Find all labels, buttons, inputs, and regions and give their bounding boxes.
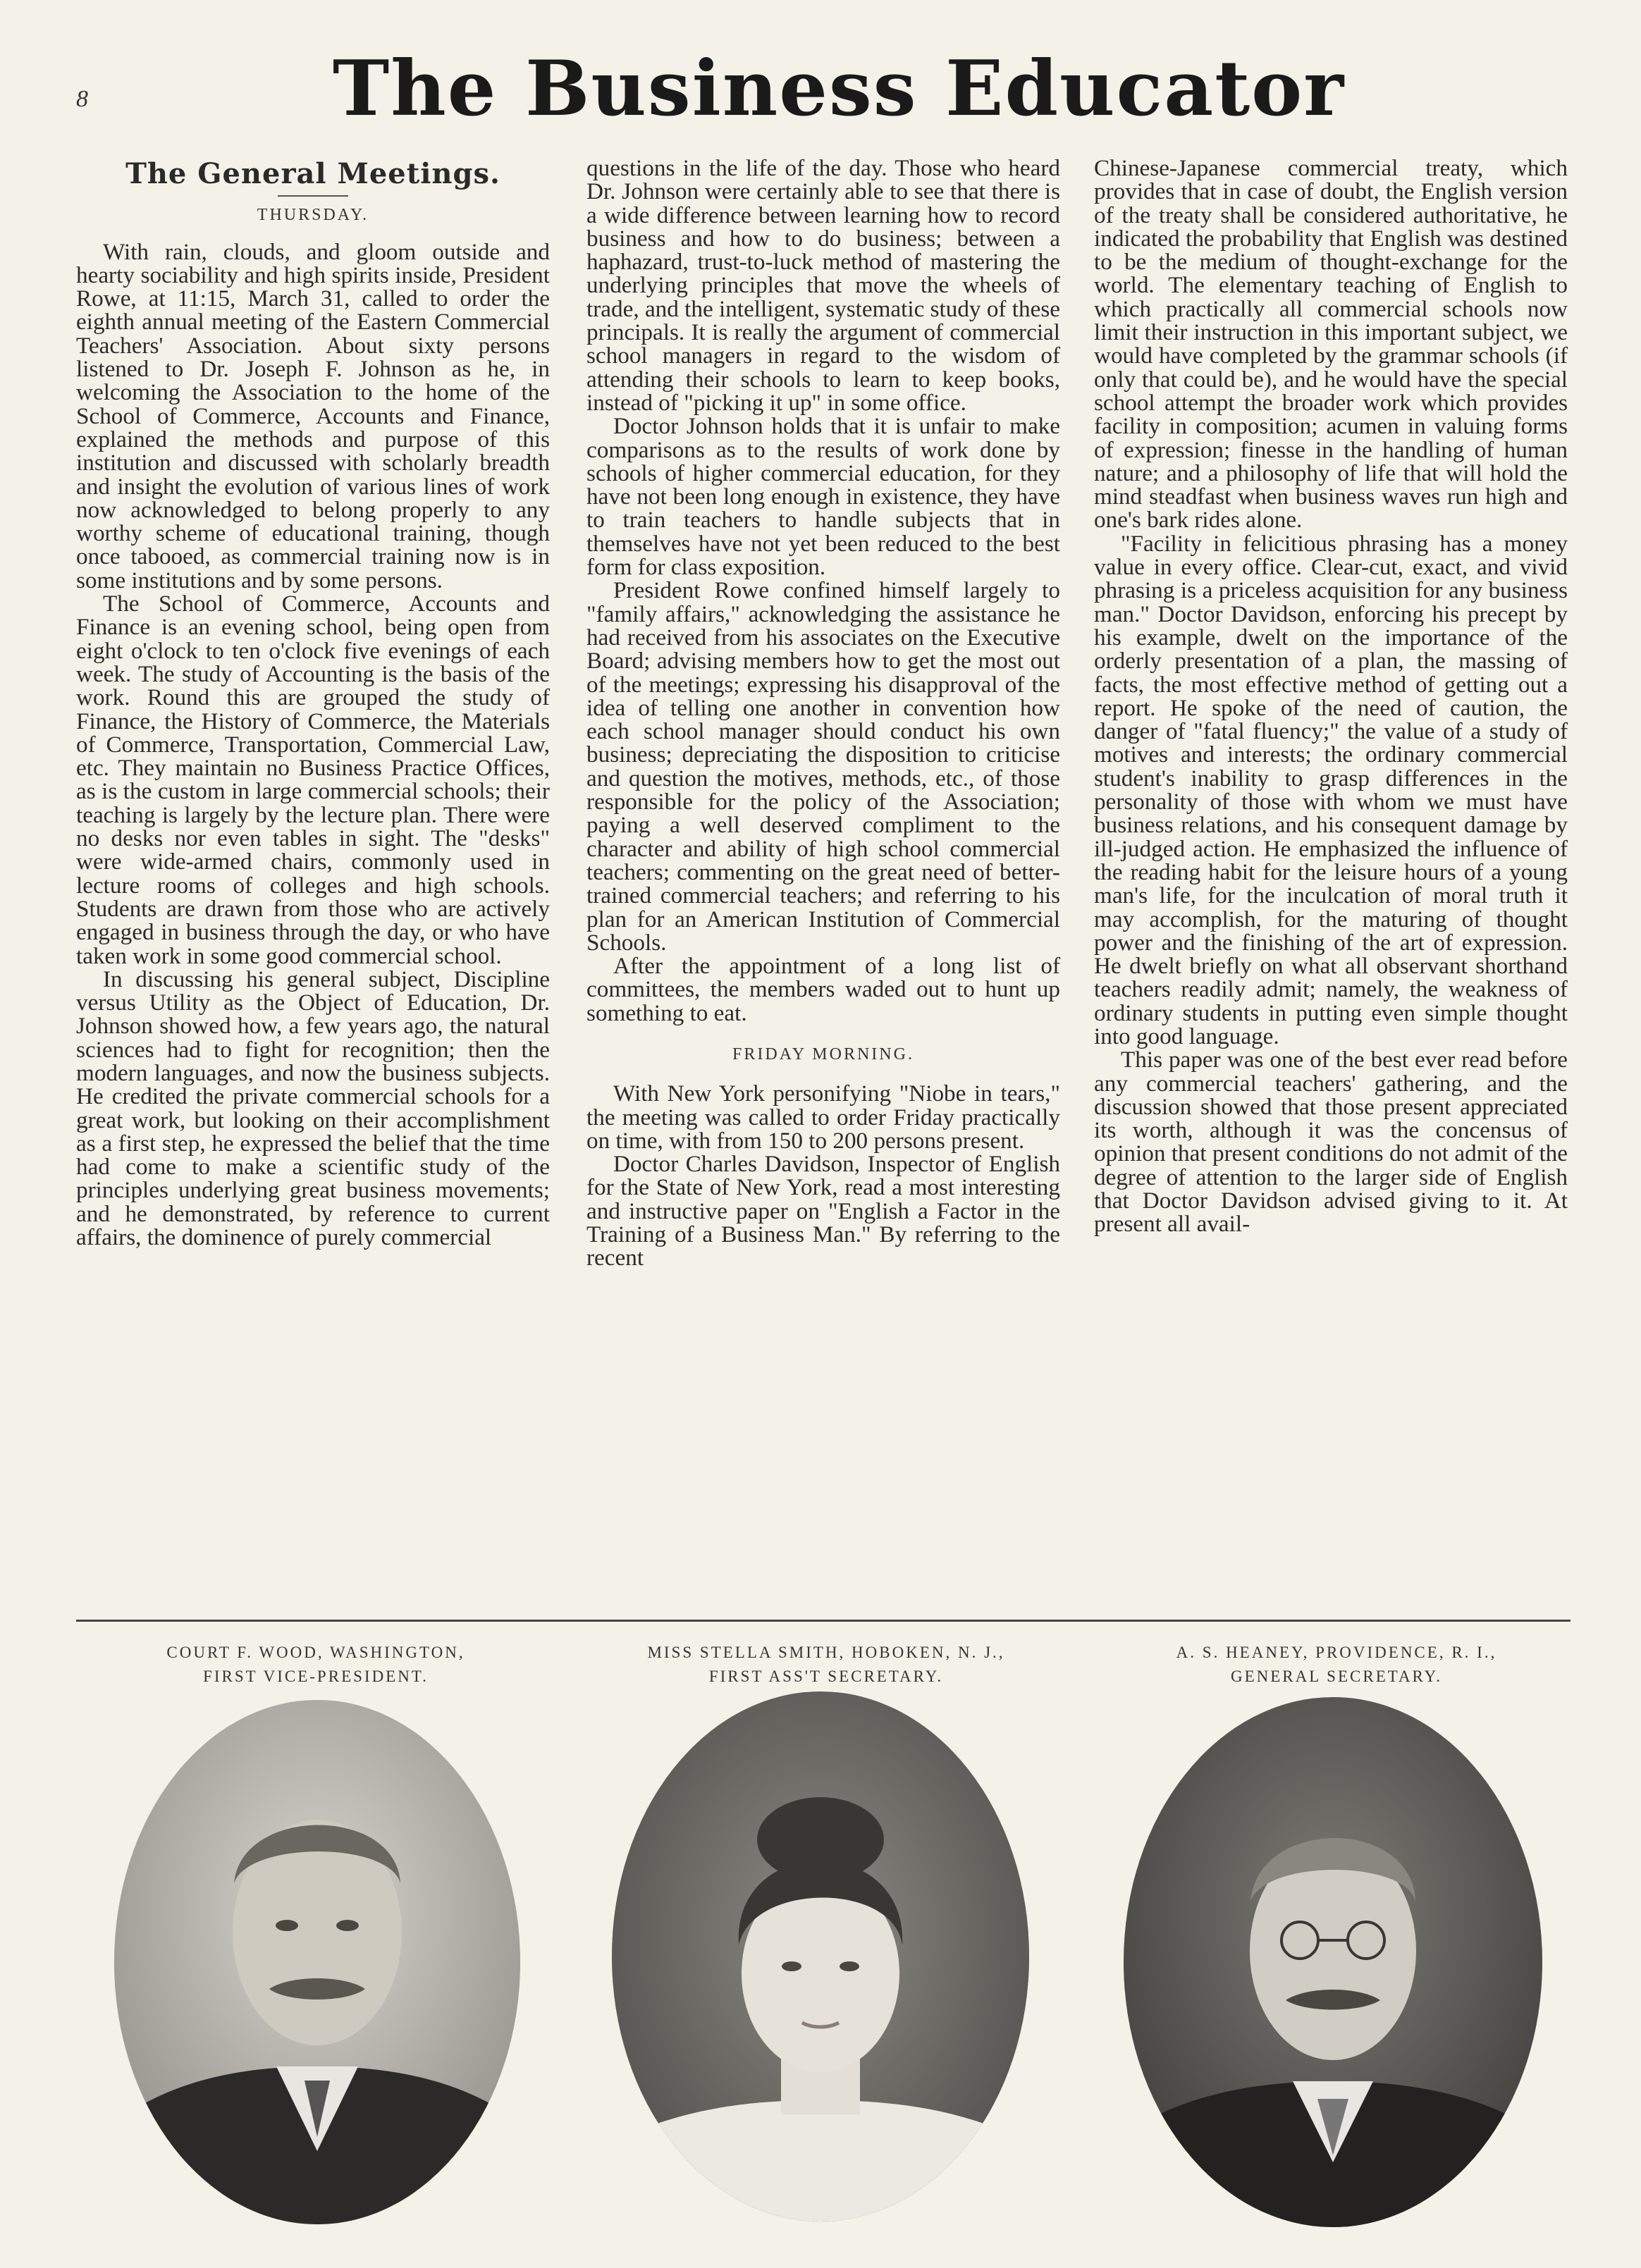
subhead-friday-morning: FRIDAY MORNING. (732, 1044, 914, 1064)
caption-line: FIRST ASS'T SECRETARY. (708, 1668, 944, 1685)
caption-line: GENERAL SECRETARY. (1230, 1668, 1443, 1685)
portrait-divider (76, 1620, 1571, 1622)
paragraph: The School of Commerce, Accounts and Finance is an evening school, being open from eight o'clock to ten o'clock five evenings of each week. The study of Accounting is the basis of the work. Round this are grouped the study of Finance, the History of Commerce, the Materials of Commerce, Transportation, Commercial Law, etc. They maintain no Business Practice Offices, as is the custom in large commercial schools; their teaching is largely by the lecture plan. There were no desks nor even tables in sight. The "desks" were wide-armed chairs, commonly used in lecture rooms of colleges and high schools. Students are drawn from those who are actively engaged in business through the day, or who have taken work in some good commercial school. (76, 591, 550, 969)
portrait-caption-3 (1104, 1641, 1569, 1689)
portrait-court-wood (114, 1700, 520, 2224)
portrait-as-heaney (1124, 1697, 1542, 2227)
caption-line: A. S. HEANEY, PROVIDENCE, R. I., (1176, 1644, 1497, 1661)
paragraph: questions in the life of the day. Those who heard Dr. Johnson were certainly able to see that there is a wide difference between learning how to record business and how to do business; between a haphazard, trust-to-luck method of mastering the underlying principles that move the wheels of trade, and the intelligent, systematic study of these principals. It is really the argument of commercial school managers in regard to the wisdom of attending their schools to learn to keep books, instead of "picking it up" in some office. (586, 155, 1060, 416)
portrait-caption-1 (83, 1641, 548, 1689)
portrait-stella-smith (612, 1691, 1029, 2221)
paragraph: "Facility in felicitious phrasing has a money value in every office. Clear-cut, exact, and vivid phrasing is a priceless acquisition for any business man." Doctor Davidson, enforcing his precept by his example, dwelt on the importance of the orderly presentation of a plan, the massing of facts, the most effective method of getting out a report. He spoke of the need of caution, the danger of "fatal fluency;" the value of a study of motives and interests; the ordinary commercial student's inability to grasp differences in the personality of those with whom we must have business relations, and his consequent damage by ill-judged action. He emphasized the influence of the reading habit for the leisure hours of a young man's life, for the inculcation of moral truth it may accomplish, for the maturing of thought power and the finishing of the art of expression. He dwelt briefly on what all observant shorthand teachers readily admit; namely, the weakness of ordinary students in putting even simple thought into good language. (1094, 530, 1568, 1049)
paragraph: Doctor Johnson holds that it is unfair to make comparisons as to the results of work done by schools of higher commercial education, for they have not been long enough in existence, they have to train teachers to handle subjects that in themselves have not yet been reduced to the best form for class exposition. (586, 413, 1060, 581)
paragraph: With rain, clouds, and gloom outside and hearty sociability and high spirits inside, President Rowe, at 11:15, March 31, called to order the eighth annual meeting of the Eastern Commercial Teachers' Association. About sixty persons listened to Dr. Joseph F. Johnson as he, in welcoming the Association to the home of the School of Commerce, Accounts and Finance, explained the methods and purpose of this institution and discussed with scholarly breadth and insight the evolution of various lines of work now acknowledged to belong properly to any worthy scheme of educational training, though once tabooed, as commercial training now is in some institutions and by some persons. (76, 238, 550, 593)
page-number: 8 (76, 86, 88, 112)
subhead-thursday: THURSDAY. (257, 206, 369, 225)
column-2 (586, 156, 1060, 1270)
paragraph: After the appointment of a long list of committees, the members waded out to hunt up something to eat. (586, 953, 1060, 1026)
column-1 (76, 156, 550, 1249)
caption-line: COURT F. WOOD, WASHINGTON, (166, 1644, 465, 1661)
paragraph: This paper was one of the best ever read before any commercial teachers' gathering, and the discussion showed that those present appreciated its worth, although it was the concensus of opinion that present conditions do not admit of the degree of attention to the larger side of English that Doctor Davidson advised giving to it. At present all avail- (1094, 1047, 1568, 1238)
caption-line: MISS STELLA SMITH, HOBOKEN, N. J., (647, 1644, 1005, 1661)
paragraph: Chinese-Japanese commercial treaty, which provides that in case of doubt, the English version of the treaty shall be considered authoritative, he indicated the probability that English was destined to be the medium of thought-exchange for the world. The elementary teaching of English to which practically all commercial schools now limit their instruction in this important subject, we would have completed by the grammar schools (if only that could be), and he would have the special school attempt the broader work which provides facility in composition; acumen in valuing forms of expression; finesse in the handling of human nature; and a philosophy of life that will hold the mind steadfast when business waves run high and one's bark rides alone. (1094, 155, 1568, 534)
paragraph: In discussing his general subject, Discipline versus Utility as the Object of Education, Dr. Johnson showed how, a few years ago, the natural sciences had to fight for recognition; then the modern languages, and now the business subjects. He credited the private commercial schools for a great work, but looking on their accomplishment as a first step, he expressed the belief that the time had come to make a scientific study of the principles underlying great business movements; and he demonstrated, by reference to current affairs, the dominence of purely commercial (76, 966, 550, 1251)
article-title: The General Meetings. (125, 157, 500, 190)
paragraph: Doctor Charles Davidson, Inspector of English for the State of New York, read a most interesting and instructive paper on "English a Factor in the Training of a Business Man." By referring to the recent (586, 1151, 1060, 1271)
masthead (332, 44, 1346, 133)
masthead-title: The Business Educator (332, 44, 1346, 133)
portrait-caption-2 (594, 1641, 1059, 1689)
paragraph: President Rowe confined himself largely to "family affairs," acknowledging the assistance he had received from his associates on the Executive Board; advising members how to get the most out of the meetings; expressing his disapproval of the idea of telling one another in convention how each school manager should conduct his own business; depreciating the disposition to criticise and question the motives, methods, etc., of those responsible for the policy of the Association; paying a well deserved compliment to the character and ability of high school commercial teachers; commenting on the great need of better-trained commercial teachers; and referring to his plan for an American Institution of Commercial Schools. (586, 577, 1060, 956)
paragraph: With New York personifying "Niobe in tears," the meeting was called to order Friday practically on time, with from 150 to 200 persons present. (586, 1080, 1060, 1154)
caption-line: FIRST VICE-PRESIDENT. (203, 1668, 429, 1685)
column-3 (1094, 156, 1568, 1236)
title-rule (278, 195, 348, 197)
